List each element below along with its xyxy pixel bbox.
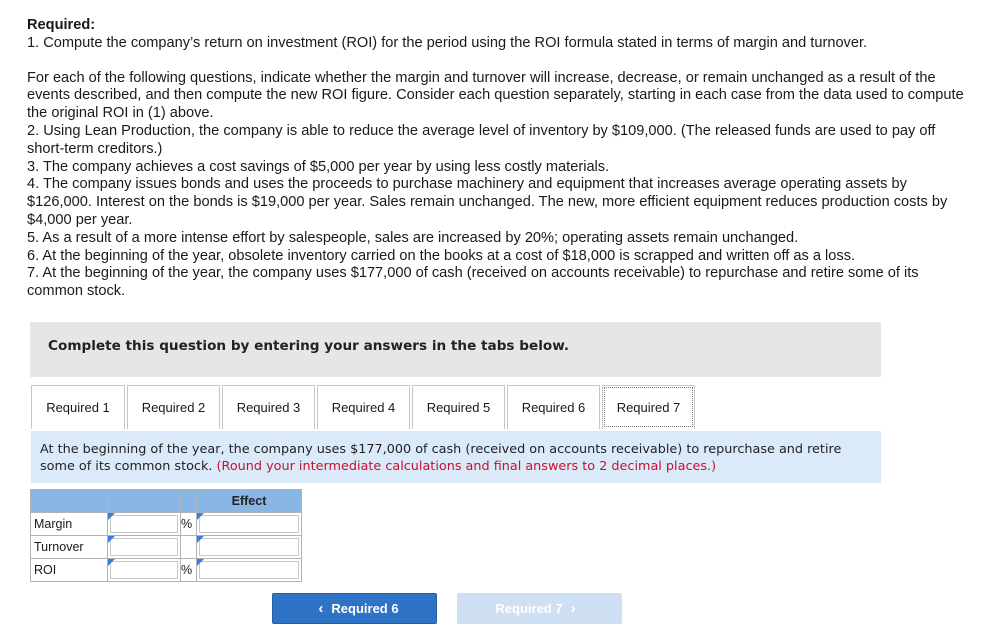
chevron-right-icon: ›	[570, 600, 576, 617]
roi-effect-select[interactable]	[197, 559, 302, 582]
row-label-roi: ROI	[31, 559, 108, 582]
question-6: 6. At the beginning of the year, obsolete inventory carried on the books at a cost of $18,000 is scrapped and written off as a loss.	[27, 247, 856, 264]
dropdown-marker-icon	[108, 536, 115, 543]
row-label-margin: Margin	[31, 513, 108, 536]
question-2: 2. Using Lean Production, the company is able to reduce the average level of inventory by $109,000. (The released funds are used to pay off short-term creditors.)	[27, 122, 936, 157]
tab-required-2[interactable]: Required 2	[127, 385, 220, 429]
next-required-button[interactable]	[457, 593, 622, 624]
table-header-row	[31, 490, 302, 513]
question-text: At the beginning of the year, the company uses $177,000 of cash (received on accounts receivable) to repurchase and retire some of its common stock.	[40, 442, 842, 474]
percent-sign: %	[181, 513, 197, 536]
chevron-left-icon: ‹	[318, 600, 324, 617]
dropdown-marker-icon	[197, 536, 204, 543]
turnover-input-field[interactable]	[110, 538, 178, 556]
header-blank	[31, 490, 108, 513]
question-7: 7. At the beginning of the year, the company uses $177,000 of cash (received on accounts receivable) to repurchase and retire some of its common stock.	[27, 265, 919, 300]
unit-blank	[181, 536, 197, 559]
table-row	[31, 536, 302, 559]
dropdown-marker-icon	[108, 559, 115, 566]
required-heading: Required:	[27, 17, 96, 33]
tab-required-5[interactable]: Required 5	[412, 385, 505, 429]
next-button-label: Required 7	[495, 601, 563, 616]
turnover-effect-select[interactable]	[197, 536, 302, 559]
margin-input-field[interactable]	[110, 515, 178, 533]
margin-effect-field[interactable]	[199, 515, 299, 533]
table-row	[31, 513, 302, 536]
prev-button-label: Required 6	[331, 601, 399, 616]
banner-text: Complete this question by entering your answers in the tabs below.	[48, 338, 570, 354]
intro-text: For each of the following questions, indicate whether the margin and turnover will increase, decrease, or remain unchanged as a result of the events described, and then compute the new ROI figure. Consider each question separately, starting in each case from the data used to compute the original ROI in (1) above.	[27, 69, 964, 122]
roi-input-field[interactable]	[110, 561, 178, 579]
margin-effect-select[interactable]	[197, 513, 302, 536]
tab-required-7[interactable]: Required 7	[602, 385, 695, 429]
percent-sign: %	[181, 559, 197, 582]
question-3: 3. The company achieves a cost savings of $5,000 per year by using less costly materials.	[27, 158, 610, 175]
tab-bar	[31, 385, 697, 431]
roi-effect-field[interactable]	[199, 561, 299, 579]
question-5: 5. As a result of a more intense effort by salespeople, sales are increased by 20%; operating assets remain unchanged.	[27, 229, 799, 246]
margin-value-input[interactable]	[108, 513, 181, 536]
header-blank	[108, 490, 181, 513]
effect-header: Effect	[197, 490, 302, 513]
tab-required-6[interactable]: Required 6	[507, 385, 600, 429]
dropdown-marker-icon	[197, 559, 204, 566]
answer-table	[30, 489, 302, 582]
dropdown-marker-icon	[108, 513, 115, 520]
tab-required-3[interactable]: Required 3	[222, 385, 315, 429]
turnover-effect-field[interactable]	[199, 538, 299, 556]
dropdown-marker-icon	[197, 513, 204, 520]
instruction-banner	[30, 322, 881, 377]
question-1: 1. Compute the company’s return on investment (ROI) for the period using the ROI formula stated in terms of margin and turnover.	[27, 34, 868, 51]
tab-required-4[interactable]: Required 4	[317, 385, 410, 429]
table-row	[31, 559, 302, 582]
roi-value-input[interactable]	[108, 559, 181, 582]
header-blank	[181, 490, 197, 513]
instructions	[27, 17, 972, 301]
row-label-turnover: Turnover	[31, 536, 108, 559]
tab-required-1[interactable]: Required 1	[31, 385, 125, 429]
prev-required-button[interactable]	[272, 593, 437, 624]
turnover-value-input[interactable]	[108, 536, 181, 559]
question-panel	[31, 431, 881, 483]
question-4: 4. The company issues bonds and uses the proceeds to purchase machinery and equipment that increases average operating assets by $126,000. Interest on the bonds is $19,000 per year. Sales remain unchanged. The new, more efficient equipment reduces production costs by $4,000 per year.	[27, 176, 948, 228]
rounding-instruction: (Round your intermediate calculations and final answers to 2 decimal places.)	[216, 458, 717, 474]
